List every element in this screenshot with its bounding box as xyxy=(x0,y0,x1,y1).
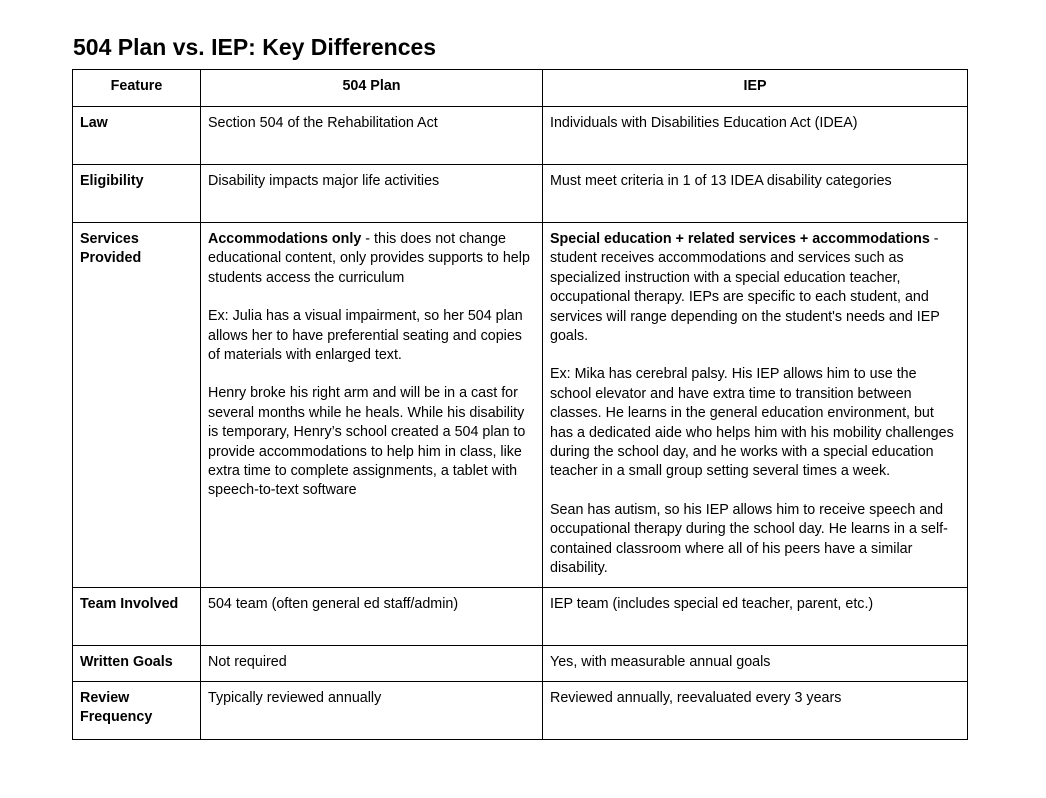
header-504-plan: 504 Plan xyxy=(201,70,543,107)
table-row-law xyxy=(73,107,968,165)
row-label-eligibility: Eligibility xyxy=(73,165,201,223)
services-504-lead xyxy=(208,230,535,288)
services-504-example-henry: Henry broke his right arm and will be in a cast for several months while he heals. While his disability is temporary, Henry’s school created a 504 plan to provide accommodations to help him in class, like extra time to complete assignments, a tablet with speech-to-text software xyxy=(208,385,526,499)
services-iep-lead-rest: - student receives accommodations and services such as specialized instruction with a special education teacher, occupational therapy. IEPs are specific to each student, and services will range depending on the student's needs and IEP goals. xyxy=(550,231,940,345)
cell-iep-services xyxy=(543,223,968,588)
header-iep: IEP xyxy=(543,70,968,107)
services-iep-lead-bold: Special education + related services + accommodations xyxy=(550,231,930,247)
cell-iep-review: Reviewed annually, reevaluated every 3 years xyxy=(543,681,968,739)
cell-504-review: Typically reviewed annually xyxy=(201,681,543,739)
services-504-lead-bold: Accommodations only xyxy=(208,231,362,247)
table-row-goals xyxy=(73,645,968,681)
services-504-lead-rest: - this does not change educational content, only provides supports to help students access the curriculum xyxy=(208,231,530,286)
paragraph-gap xyxy=(208,288,535,307)
paragraph-gap xyxy=(550,482,960,501)
cell-iep-team: IEP team (includes special ed teacher, parent, etc.) xyxy=(543,587,968,645)
cell-504-goals: Not required xyxy=(201,645,543,681)
table-row-team xyxy=(73,587,968,645)
header-row xyxy=(73,70,968,107)
services-504-example-julia: Ex: Julia has a visual impairment, so her 504 plan allows her to have preferential seating and copies of materials with enlarged text. xyxy=(208,308,523,364)
paragraph-gap xyxy=(208,365,535,384)
cell-504-eligibility: Disability impacts major life activities xyxy=(201,165,543,223)
cell-504-law: Section 504 of the Rehabilitation Act xyxy=(201,107,543,165)
row-label-team: Team Involved xyxy=(73,587,201,645)
cell-iep-eligibility: Must meet criteria in 1 of 13 IDEA disability categories xyxy=(543,165,968,223)
row-label-law: Law xyxy=(73,107,201,165)
table-body xyxy=(73,107,968,740)
table-row-eligibility xyxy=(73,165,968,223)
cell-iep-law: Individuals with Disabilities Education Act (IDEA) xyxy=(543,107,968,165)
row-label-goals: Written Goals xyxy=(73,645,201,681)
cell-504-team: 504 team (often general ed staff/admin) xyxy=(201,587,543,645)
table-row-services xyxy=(73,223,968,588)
table-header xyxy=(73,70,968,107)
cell-504-services xyxy=(201,223,543,588)
header-feature: Feature xyxy=(73,70,201,107)
paragraph-gap xyxy=(550,346,960,365)
services-iep-lead xyxy=(550,230,960,346)
services-iep-example-sean: Sean has autism, so his IEP allows him to receive speech and occupational therapy during the school day. He learns in a self-contained classroom where all of his peers have a similar disability. xyxy=(550,501,948,577)
row-label-review: Review Frequency xyxy=(73,681,201,739)
page-title: 504 Plan vs. IEP: Key Differences xyxy=(73,34,437,60)
row-label-services: Services Provided xyxy=(73,223,201,588)
cell-iep-goals: Yes, with measurable annual goals xyxy=(543,645,968,681)
table-row-review xyxy=(73,681,968,739)
services-iep-example-mika: Ex: Mika has cerebral palsy. His IEP allows him to use the school elevator and have extra time to transition between classes. He learns in the general education environment, but has a dedicated aide who helps him with his mobility challenges during the school day, and he works with a special education teacher in a small group setting several times a week. xyxy=(550,366,954,480)
comparison-table xyxy=(72,69,968,740)
